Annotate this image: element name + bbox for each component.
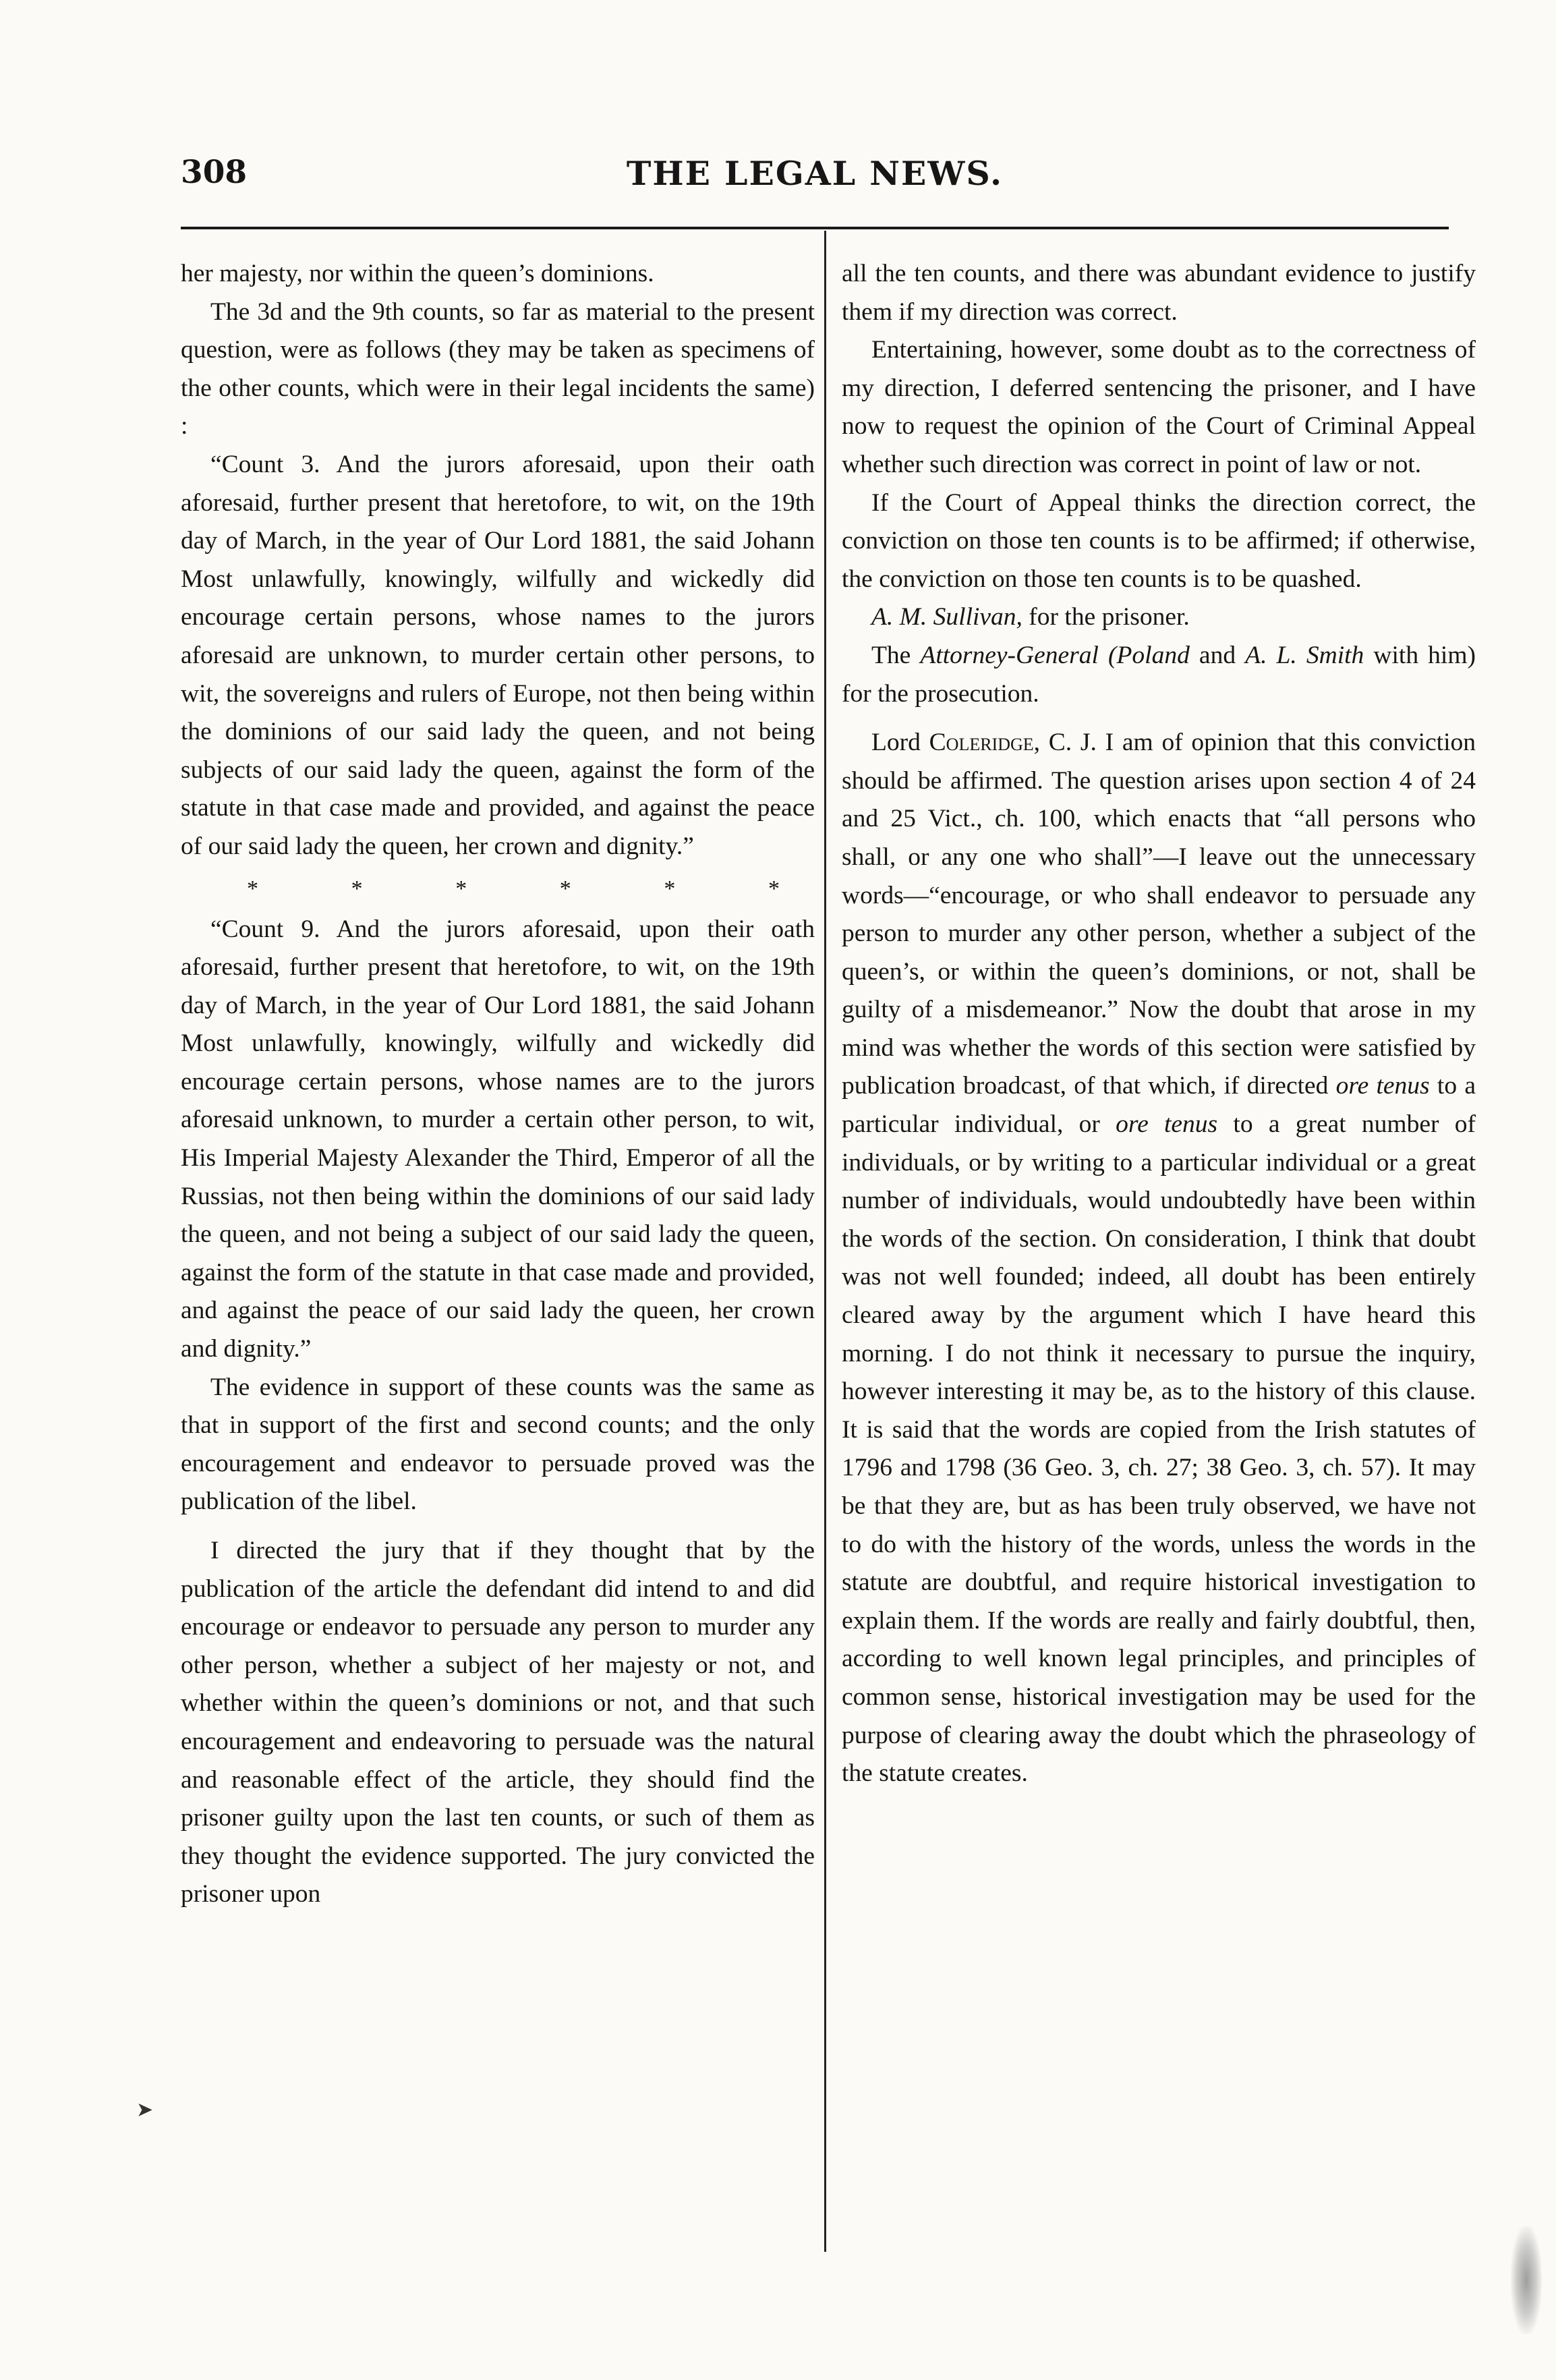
scan-smudge bbox=[1511, 2226, 1542, 2334]
paragraph: If the Court of Appeal thinks the direction correct, the conviction on those ten counts is to be affirmed; if otherwise, the conviction on those ten counts is to be quashed. bbox=[842, 488, 1476, 593]
judgment-text: to a particular individual, or bbox=[842, 1072, 1476, 1139]
right-column bbox=[842, 255, 1476, 1793]
paragraph: her majesty, nor within the queen’s dominions. bbox=[181, 260, 654, 287]
latin-phrase: ore tenus bbox=[1116, 1110, 1218, 1139]
asterisk: * bbox=[455, 876, 467, 901]
running-title: THE LEGAL NEWS. bbox=[626, 154, 1004, 193]
counsel-name: A. M. Sullivan, bbox=[871, 603, 1022, 631]
paragraph: The evidence in support of these counts was the same as that in support of the first and second counts; and the only encouragement and endeavor to persuade proved was the publication of the libel. bbox=[181, 1373, 815, 1516]
asterisk: * bbox=[768, 876, 780, 901]
asterisk: * bbox=[664, 876, 676, 901]
paragraph: The 3d and the 9th counts, so far as material to the present question, were as follows (they may be taken as specimens of the other counts, which were in their legal incidents the same) : bbox=[181, 298, 815, 441]
judgment-text: , C. J. I am of opinion that this conviction should be affirmed. The question arises upon section 4 of 24 and 25 Vict., ch. 100, which enacts that “all persons who shall, or any one who shall”—I leave out the unnecessary words—“encourage, or who shall endeavor to persuade any person to murder any other person, whether a subject of the queen’s, or within the queen’s dominions, or not, shall be guilty of a misdemeanor.” Now the doubt that arose in my mind was whether the words of this section were satisfied by publication broadcast, of that which, if directed bbox=[842, 729, 1476, 1100]
header-rule bbox=[181, 227, 1449, 229]
counsel-prosecution bbox=[842, 637, 1476, 713]
margin-arrow-icon: ➤ bbox=[136, 2098, 154, 2122]
count-9-quote: “Count 9. And the jurors aforesaid, upon their oath aforesaid, further present that heretofore, to wit, on the 19th day of March, in the year of Our Lord 1881, the said Johann Most unlawfully, knowingly, wilfully and wickedly did encourage certain persons, whose names are to the jurors aforesaid unknown, to murder a certain other person, to wit, His Imperial Majesty Alexander the Third, Emperor of all the Russias, not then being within the dominions of our said lady the queen, and not being a subject of our said lady the queen, against the form of the statute in that case made and provided, and against the peace of our said lady the queen, her crown and dignity.” bbox=[181, 915, 815, 1363]
asterisk: * bbox=[351, 876, 363, 901]
counsel-name: A. L. Smith bbox=[1245, 641, 1364, 669]
judgment-paragraph bbox=[842, 724, 1476, 1793]
asterisk: * bbox=[559, 876, 571, 901]
column-divider bbox=[824, 231, 826, 2252]
paragraph: all the ten counts, and there was abundant evidence to justify them if my direction was correct. bbox=[842, 260, 1476, 326]
counsel-name: Attorney-General (Poland bbox=[920, 641, 1190, 669]
counsel-prisoner bbox=[842, 598, 1476, 637]
page-header bbox=[181, 154, 1449, 208]
counsel-text: with him) for the prosecution. bbox=[842, 641, 1476, 708]
counsel-text: and bbox=[1189, 641, 1246, 669]
counsel-text: for the prisoner. bbox=[1022, 603, 1190, 631]
paragraph: Entertaining, however, some doubt as to the correctness of my direction, I deferred sentencing the prisoner, and I have now to request the opinion of the Court of Criminal Appeal whether such direction was correct in point of law or not. bbox=[842, 336, 1476, 478]
paragraph: I directed the jury that if they thought that by the publication of the article the defendant did intend to and did encourage or endeavor to persuade any person to murder any other person, whether a subject of her majesty or not, and whether within the queen’s dominions or not, and that such encouragement and endeavoring to persuade was the natural and reasonable effect of the article, they should find the prisoner guilty upon the last ten counts, or such of them as they thought the evidence supported. The jury convicted the prisoner upon bbox=[181, 1537, 815, 1908]
asterism bbox=[181, 873, 815, 905]
judge-name: Coleridge bbox=[929, 729, 1034, 757]
latin-phrase: ore tenus bbox=[1335, 1072, 1430, 1100]
count-3-quote: “Count 3. And the jurors aforesaid, upon their oath aforesaid, further present that heretofore, to wit, on the 19th day of March, in the year of Our Lord 1881, the said Johann Most unlawfully, knowingly, wilfully and wickedly did encourage certain persons, whose names to the jurors aforesaid are unknown, to murder certain other persons, to wit, the sovereigns and rulers of Europe, not then being within the dominions of our said lady the queen, and not being subjects of our said lady the queen, against the form of the statute in that case made and provided, and against the peace of our said lady the queen, her crown and dignity.” bbox=[181, 450, 815, 860]
left-column bbox=[181, 255, 815, 1914]
asterisk: * bbox=[247, 876, 258, 901]
page-number: 308 bbox=[181, 154, 248, 191]
judgment-text: Lord bbox=[871, 729, 929, 757]
judgment-text: to a great number of individuals, or by writing to a particular individual or a great number of individuals, would undoubtedly have been within the words of the section. On consideration, I think that doubt was not well founded; indeed, all doubt has been entirely cleared away by the argument which I have heard this morning. I do not think it necessary to pursue the inquiry, however interesting it may be, as to the history of this clause. It is said that the words are copied from the Irish statutes of 1796 and 1798 (36 Geo. 3, ch. 27; 38 Geo. 3, ch. 57). It may be that they are, but as has been truly observed, we have not to do with the history of the words, unless the words in the statute are doubtful, and require historical investigation to explain them. If the words are really and fairly doubtful, then, according to well known legal principles, and principles of common sense, historical investigation may be used for the purpose of clearing away the doubt which the phraseology of the statute creates. bbox=[842, 1110, 1476, 1788]
counsel-text: The bbox=[871, 641, 921, 669]
